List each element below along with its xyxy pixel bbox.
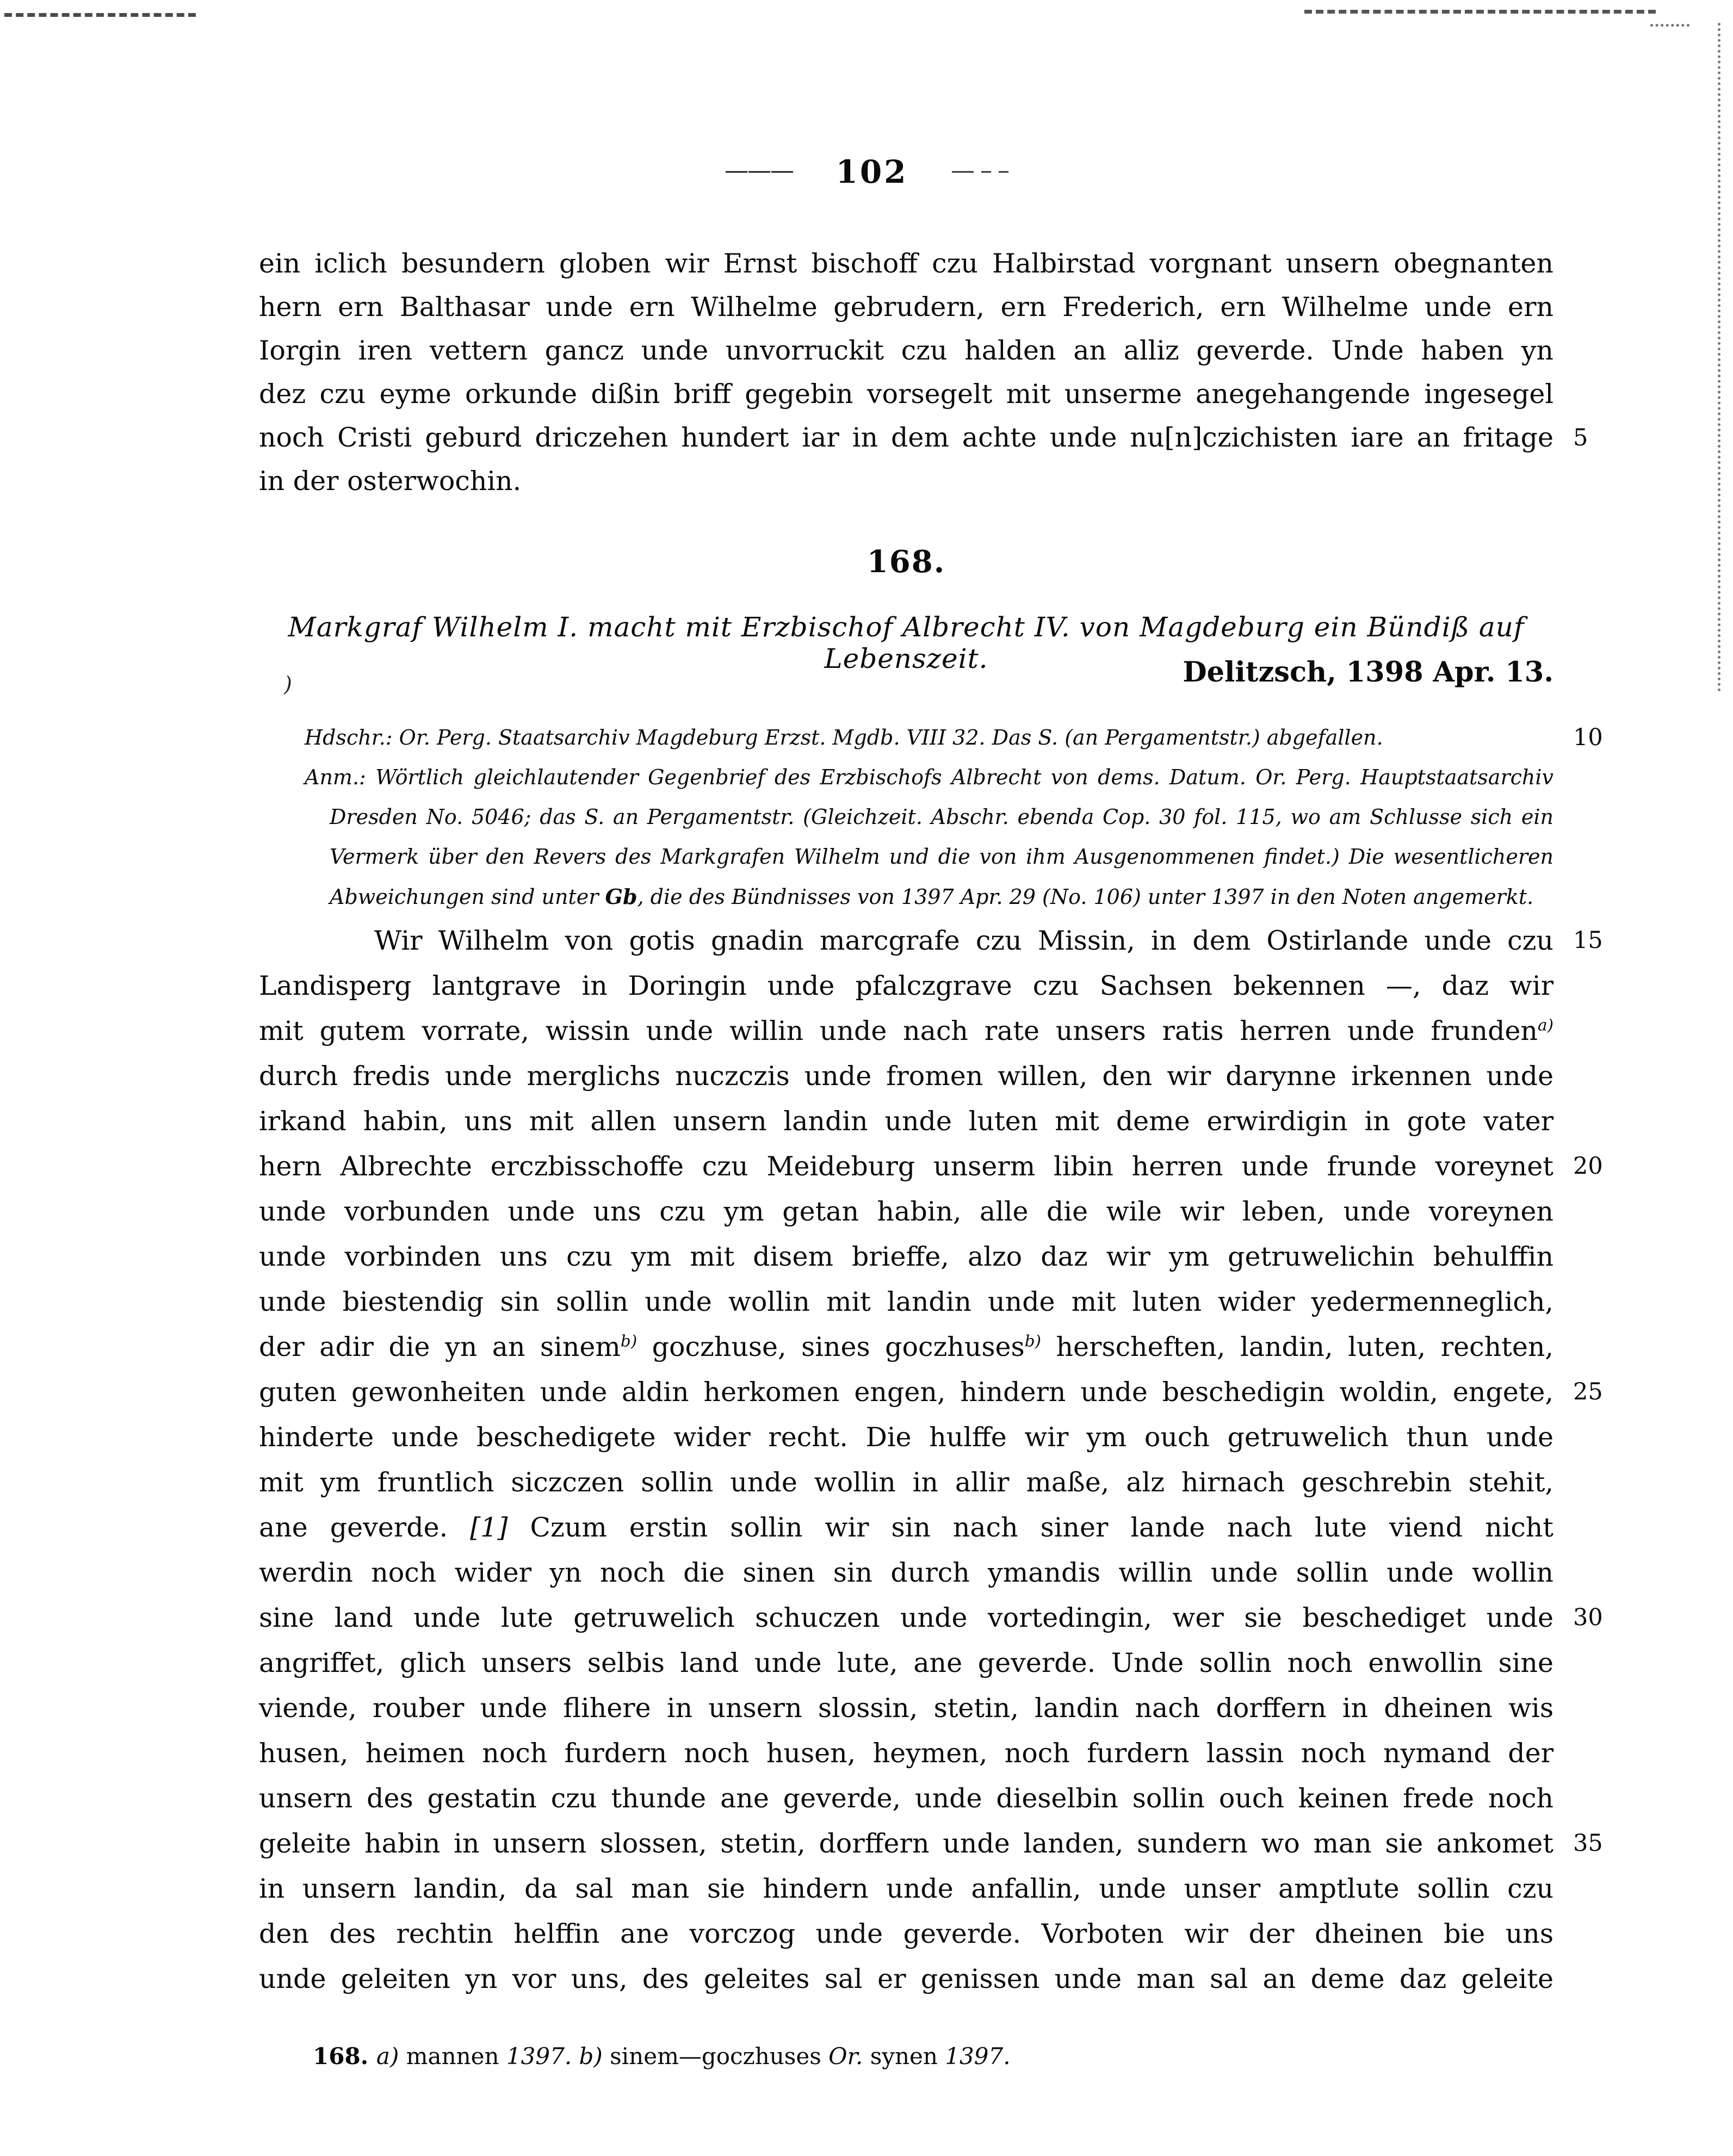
text-line	[259, 1234, 1553, 1279]
text-line	[259, 918, 1603, 963]
text-run: hern Albrechte erczbisschoffe czu Meideburg unserm libin herren unde frunde voreynet	[259, 1151, 1553, 1182]
text-run: herscheften, landin, luten, rechten,	[1041, 1331, 1553, 1362]
text-run: geleite habin in unsern slossen, stetin, dorffern unde landen, sundern wo man sie ankomet	[259, 1828, 1553, 1859]
text-run: husen, heimen noch furdern noch husen, heymen, noch furdern lassin noch nymand der	[259, 1738, 1553, 1769]
text-line	[259, 1911, 1553, 1956]
footnote	[313, 2041, 1553, 2072]
text-line	[305, 877, 1553, 916]
text-run: viende, rouber unde flihere in unsern slossin, stetin, landin nach dorffern in dheinen wis	[259, 1693, 1553, 1724]
text-run: Czum erstin sollin wir sin nach siner lande nach lute viend nicht	[507, 1512, 1553, 1543]
text-run: Wir Wilhelm von gotis gnadin marcgrafe czu Missin, in dem Ostirlande unde czu	[374, 925, 1553, 956]
margin-line-number: 30	[1573, 1604, 1603, 1631]
text-run: goczhuse, sines goczhuses	[637, 1331, 1025, 1362]
text-line	[259, 1866, 1553, 1911]
text-line	[259, 373, 1553, 416]
text-run: unde geleiten yn vor uns, des geleites sal er genissen unde man sal an deme daz geleite	[259, 1963, 1553, 1994]
text-line	[259, 329, 1553, 373]
text-line	[259, 1460, 1553, 1505]
text-run: hern ern Balthasar unde ern Wilhelme gebrudern, ern Frederich, ern Wilhelme unde ern	[259, 292, 1553, 323]
scan-artifact-stray-mark: )	[284, 672, 292, 696]
header-rule-right: — – –	[950, 157, 1008, 184]
text-run: , die des Bündnisses von 1397 Apr. 29 (No. 106) unter 1397 in den Noten angemerkt.	[637, 885, 1534, 909]
text-run: mit ym fruntlich siczczen sollin unde wollin in allir maße, alz hirnach geschrebin stehit,	[259, 1467, 1553, 1498]
text-line	[259, 1008, 1553, 1054]
text-run: unsern des gestatin czu thunde ane geverde, unde dieselbin sollin ouch keinen frede noch	[259, 1783, 1553, 1814]
text-run: Iorgin iren vettern gancz unde unvorruckit czu halden an alliz geverde. Unde haben yn	[259, 335, 1553, 366]
text-line	[305, 797, 1553, 837]
text-run: unde vorbinden uns czu ym mit disem brieffe, alzo daz wir ym getruwelichin behulffin	[259, 1241, 1553, 1272]
text-line	[259, 1640, 1553, 1686]
text-run: Or.	[828, 2043, 863, 2070]
text-line	[259, 242, 1553, 286]
text-run: Landisperg lantgrave in Doringin unde pfalczgrave czu Sachsen bekennen —, daz wir	[259, 970, 1553, 1001]
text-run: Vermerk über den Revers des Markgrafen Wilhelm und die von ihm Ausgenommenen findet.) Die wesentlicheren	[330, 845, 1553, 869]
scan-artifact-top-right-dashes	[1304, 10, 1656, 14]
text-run: hinderte unde beschedigete wider recht. Die hulffe wir ym ouch getruwelich thun unde	[259, 1422, 1553, 1453]
text-line	[259, 1731, 1553, 1776]
header-rule-left: ———	[725, 157, 794, 184]
text-line	[305, 758, 1553, 797]
text-run: unde biestendig sin sollin unde wollin mit landin unde mit luten wider yedermenneglich,	[259, 1286, 1553, 1317]
margin-line-number: 5	[1573, 424, 1588, 451]
margin-line-number: 35	[1573, 1830, 1603, 1857]
text-run: dez czu eyme orkunde dißin briff gegebin vorsegelt mit unserme anegehangende ingesegel	[259, 379, 1553, 410]
source-notes	[305, 718, 1603, 916]
text-line	[259, 1595, 1603, 1640]
text-run: a)	[376, 2043, 406, 2070]
intro-paragraph	[259, 242, 1588, 503]
text-run: Anm.: Wörtlich gleichlautender Gegenbrief des Erzbischofs Albrecht von dems. Datum. Or. Perg. Hauptstaatsarchiv	[305, 765, 1553, 789]
text-run: b)	[579, 2043, 610, 2070]
text-run: unde vorbunden unde uns czu ym getan habin, alle die wile wir leben, unde voreynen	[259, 1196, 1553, 1227]
text-run: den des rechtin helffin ane vorczog unde geverde. Vorboten wir der dheinen bie uns	[259, 1918, 1553, 1949]
scan-artifact-speckle-cluster	[1650, 24, 1689, 27]
text-line	[313, 2041, 1553, 2072]
text-line	[259, 1324, 1553, 1370]
text-run: Abweichungen sind unter	[330, 885, 605, 909]
text-run: der adir die yn an sinem	[259, 1331, 621, 1362]
text-run: irkand habin, uns mit allen unsern landin unde luten mit deme erwirdigin in gote vater	[259, 1106, 1553, 1137]
text-run: durch fredis unde merglichs nuczczis unde fromen willen, den wir darynne irkennen unde	[259, 1061, 1553, 1092]
text-run: ane geverde.	[259, 1512, 471, 1543]
entry-dateline: Delitzsch, 1398 Apr. 13.	[1183, 656, 1553, 689]
text-line	[259, 1415, 1553, 1460]
text-run	[572, 2043, 579, 2070]
text-line	[259, 1550, 1553, 1595]
text-run: 1397.	[945, 2043, 1011, 2070]
charter-text	[259, 918, 1603, 2002]
text-run: Gb	[605, 884, 638, 909]
text-line	[259, 1686, 1553, 1731]
margin-line-number: 10	[1573, 724, 1603, 751]
text-line	[259, 1054, 1553, 1099]
text-run: in unsern landin, da sal man sie hindern unde anfallin, unde unser amptlute sollin czu	[259, 1873, 1553, 1904]
text-line	[259, 1821, 1603, 1866]
text-run: mit gutem vorrate, wissin unde willin unde nach rate unsers ratis herren unde frunden	[259, 1015, 1538, 1046]
page-header	[0, 153, 1733, 190]
text-line	[259, 963, 1553, 1008]
text-line	[259, 416, 1588, 460]
text-run: 1397.	[506, 2043, 572, 2070]
text-run: guten gewonheiten unde aldin herkomen engen, hindern unde beschedigin woldin, engete,	[259, 1377, 1553, 1408]
text-line	[259, 1370, 1603, 1415]
text-run: werdin noch wider yn noch die sinen sin durch ymandis willin unde sollin unde wollin	[259, 1557, 1553, 1588]
scan-artifact-right-edge-speckles	[1718, 23, 1720, 692]
text-line	[259, 1279, 1553, 1324]
footnote-marker: b)	[620, 1331, 638, 1350]
margin-line-number: 20	[1573, 1153, 1603, 1180]
page-number: 102	[835, 153, 908, 190]
text-run: noch Cristi geburd driczehen hundert iar in dem achte unde nu[n]czichisten iare an fritage	[259, 422, 1553, 453]
margin-line-number: 15	[1573, 927, 1603, 954]
text-run: synen	[863, 2043, 945, 2070]
entry-number: 168.	[866, 544, 946, 580]
text-line	[259, 1956, 1553, 2002]
text-line	[259, 460, 1553, 503]
text-line	[259, 1099, 1553, 1144]
text-line	[259, 1776, 1553, 1821]
text-line	[305, 837, 1553, 877]
entry-title: Markgraf Wilhelm I. macht mit Erzbischof Albrecht IV. von Magdeburg ein Bündiß auf Lebenszeit.	[288, 611, 1525, 674]
text-run: 168.	[313, 2043, 376, 2070]
text-line	[305, 718, 1603, 758]
text-line	[259, 1144, 1603, 1189]
text-line	[259, 286, 1553, 329]
footnote-marker: b)	[1024, 1331, 1041, 1350]
text-run: sine land unde lute getruwelich schuczen unde vortedingin, wer sie beschediget unde	[259, 1602, 1553, 1633]
margin-line-number: 25	[1573, 1378, 1603, 1405]
footnote-marker: a)	[1538, 1015, 1553, 1034]
text-run: angriffet, glich unsers selbis land unde lute, ane geverde. Unde sollin noch enwollin sine	[259, 1647, 1553, 1678]
scan-artifact-top-left-dashes	[4, 13, 196, 17]
text-run: in der osterwochin.	[259, 466, 522, 497]
text-line	[259, 1505, 1553, 1550]
text-run: ein iclich besundern globen wir Ernst bischoff czu Halbirstad vorgnant unsern obegnanten	[259, 248, 1553, 279]
text-run: Dresden No. 5046; das S. an Pergamentstr. (Gleichzeit. Abschr. ebenda Cop. 30 fol. 115, wo am Schlusse sich ein	[330, 805, 1553, 829]
text-run: Hdschr.: Or. Perg. Staatsarchiv Magdeburg Erzst. Mgdb. VIII 32. Das S. (an Pergamentstr.) abgefallen.	[305, 726, 1383, 749]
text-run: [1]	[470, 1512, 508, 1543]
text-run: sinem—goczhuses	[610, 2043, 829, 2070]
text-line	[259, 1189, 1553, 1234]
text-run: mannen	[406, 2043, 506, 2070]
